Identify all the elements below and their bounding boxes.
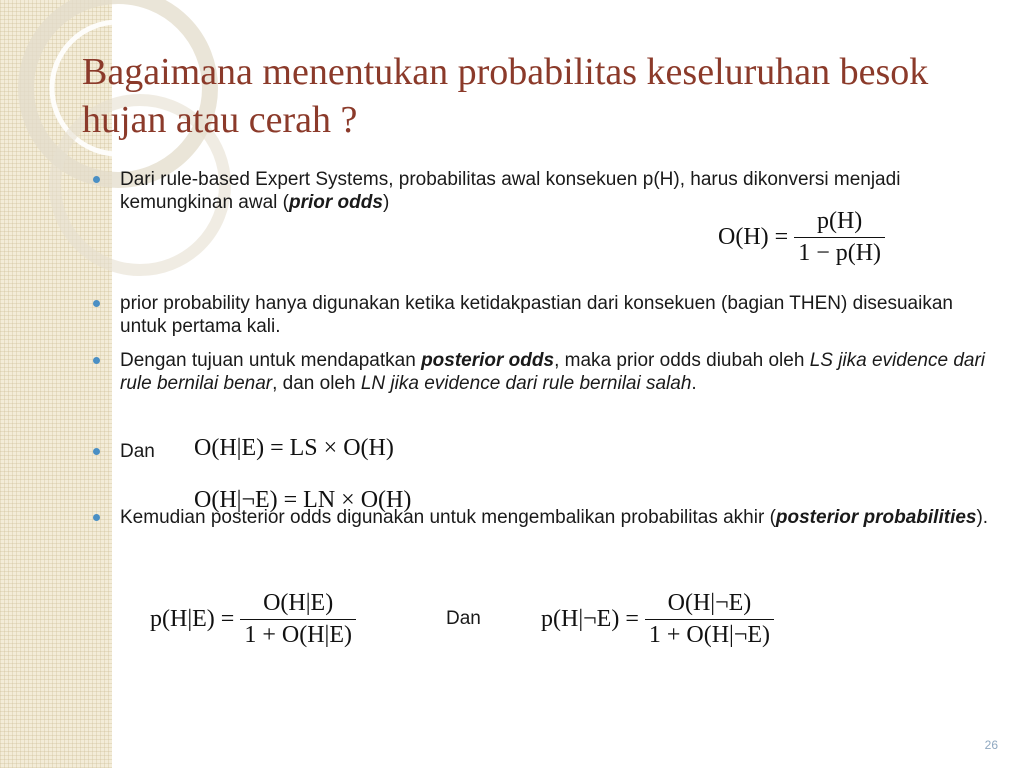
page-number: 26 [984, 738, 998, 752]
decorative-circles [0, 0, 260, 300]
formula-odds-ls: O(H|E) = LS × O(H) [194, 435, 394, 461]
bullet-dan: Dan [120, 440, 990, 463]
formula-posterior-false: p(H|¬E) = $\frac{O(H|\neg E)}{1 + O(H|\neg E)}$ [541, 590, 780, 649]
formula-prior-odds: O(H) = $\frac{p(H)}{1 - p(H)}$ [718, 208, 891, 267]
bullet-posterior-probabilities: Kemudian posterior odds digunakan untuk mengembalikan probabilitas akhir (posterior probabilities). [120, 507, 989, 528]
formula-odds-ln: O(H|¬E) = LN × O(H) [194, 487, 412, 513]
slide-title: Bagaimana menentukan probabilitas keseluruhan besok hujan atau cerah ? [82, 51, 929, 141]
formula-posterior-true: p(H|E) = $\frac{O(H|E)}{1 + O(H|E)}$ [150, 590, 362, 649]
bullet-prior-probability: prior probability hanya digunakan ketika ketidakpastian dari konsekuen (bagian THEN) disesuaikan untuk pertama kali. [120, 292, 990, 338]
formula-connector-dan: Dan [446, 608, 481, 629]
bullet-prior-odds: Dari rule-based Expert Systems, probabilitas awal konsekuen p(H), harus dikonversi menjadi kemungkinan awal (prior odds) [120, 168, 990, 214]
bullet-posterior-odds: Dengan tujuan untuk mendapatkan posterior odds, maka prior odds diubah oleh LS jika evidence dari rule bernilai benar, dan oleh LN jika evidence dari rule bernilai salah. [120, 349, 990, 395]
